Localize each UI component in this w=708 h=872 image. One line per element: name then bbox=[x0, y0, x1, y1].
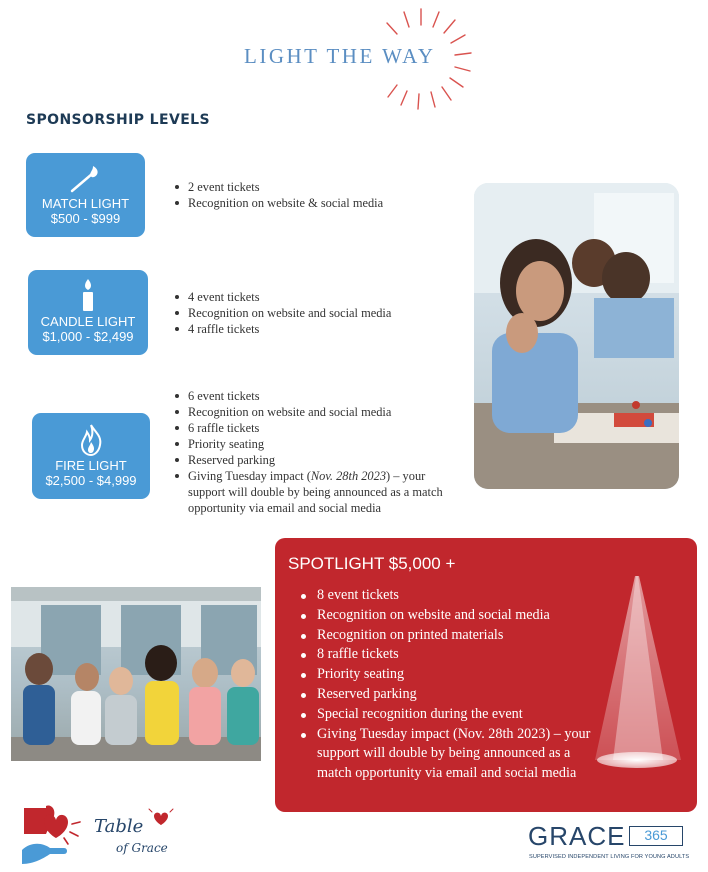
level-name: MATCH LIGHT bbox=[41, 196, 130, 211]
list-item: 4 event tickets bbox=[174, 289, 434, 305]
section-title: SPONSORSHIP LEVELS bbox=[26, 112, 210, 128]
spotlight-benefits-list bbox=[299, 586, 599, 784]
list-item: Recognition on website & social media bbox=[174, 195, 434, 211]
match-icon bbox=[66, 164, 106, 194]
spotlight-title: SPOTLIGHT $5,000 + bbox=[288, 554, 456, 573]
level-badge-match-light bbox=[26, 153, 145, 237]
level-range: $2,500 - $4,999 bbox=[45, 473, 137, 488]
list-item: Recognition on printed materials bbox=[299, 626, 599, 646]
table-of-grace-logo bbox=[92, 808, 182, 860]
level-name: CANDLE LIGHT bbox=[40, 314, 136, 329]
list-item: Recognition on website and social media bbox=[299, 606, 599, 626]
page-title: LIGHT THE WAY bbox=[244, 44, 436, 68]
level-range: $500 - $999 bbox=[50, 211, 121, 226]
list-item: Reserved parking bbox=[299, 685, 599, 705]
spotlight-card bbox=[275, 538, 697, 812]
grace-365-logo bbox=[528, 822, 688, 866]
svg-text:of Grace: of Grace bbox=[116, 841, 168, 855]
spotlight-beam-icon bbox=[589, 574, 685, 774]
candle-icon bbox=[78, 278, 98, 312]
level-benefits-list bbox=[174, 179, 434, 211]
level-benefits-list bbox=[174, 289, 434, 337]
level-badge-candle-light bbox=[28, 270, 148, 355]
heart-hands-logo bbox=[20, 802, 82, 866]
grace-wordmark: GRACE bbox=[528, 821, 626, 851]
list-item: 6 raffle tickets bbox=[174, 420, 446, 436]
list-item: Recognition on website and social media bbox=[174, 404, 446, 420]
list-item: 8 event tickets bbox=[299, 586, 599, 606]
list-item: Priority seating bbox=[299, 665, 599, 685]
list-item: Reserved parking bbox=[174, 452, 446, 468]
list-item: Giving Tuesday impact (Nov. 28th 2023) – your support will double by being announced as a match opportunity via email and social media bbox=[174, 468, 446, 516]
level-benefits-list bbox=[174, 388, 446, 516]
level-badge-fire-light bbox=[32, 413, 150, 499]
list-item: Giving Tuesday impact (Nov. 28th 2023) – your support will double by being announced as a match opportunity via email and social media bbox=[299, 725, 599, 784]
list-item: 2 event tickets bbox=[174, 179, 434, 195]
level-name: FIRE LIGHT bbox=[55, 458, 127, 473]
grace-tagline: SUPERVISED INDEPENDENT LIVING FOR YOUNG ADULTS bbox=[529, 854, 690, 860]
list-item: 8 raffle tickets bbox=[299, 645, 599, 665]
svg-text:Table: Table bbox=[94, 816, 144, 837]
students-group-photo bbox=[11, 587, 261, 761]
list-item: 6 event tickets bbox=[174, 388, 446, 404]
list-item: Special recognition during the event bbox=[299, 705, 599, 725]
list-item: 4 raffle tickets bbox=[174, 321, 434, 337]
student-classroom-photo bbox=[474, 183, 679, 489]
flame-icon bbox=[78, 424, 104, 456]
level-range: $1,000 - $2,499 bbox=[42, 329, 134, 344]
list-item: Recognition on website and social media bbox=[174, 305, 434, 321]
grace-number: 365 bbox=[629, 826, 683, 846]
list-item: Priority seating bbox=[174, 436, 446, 452]
